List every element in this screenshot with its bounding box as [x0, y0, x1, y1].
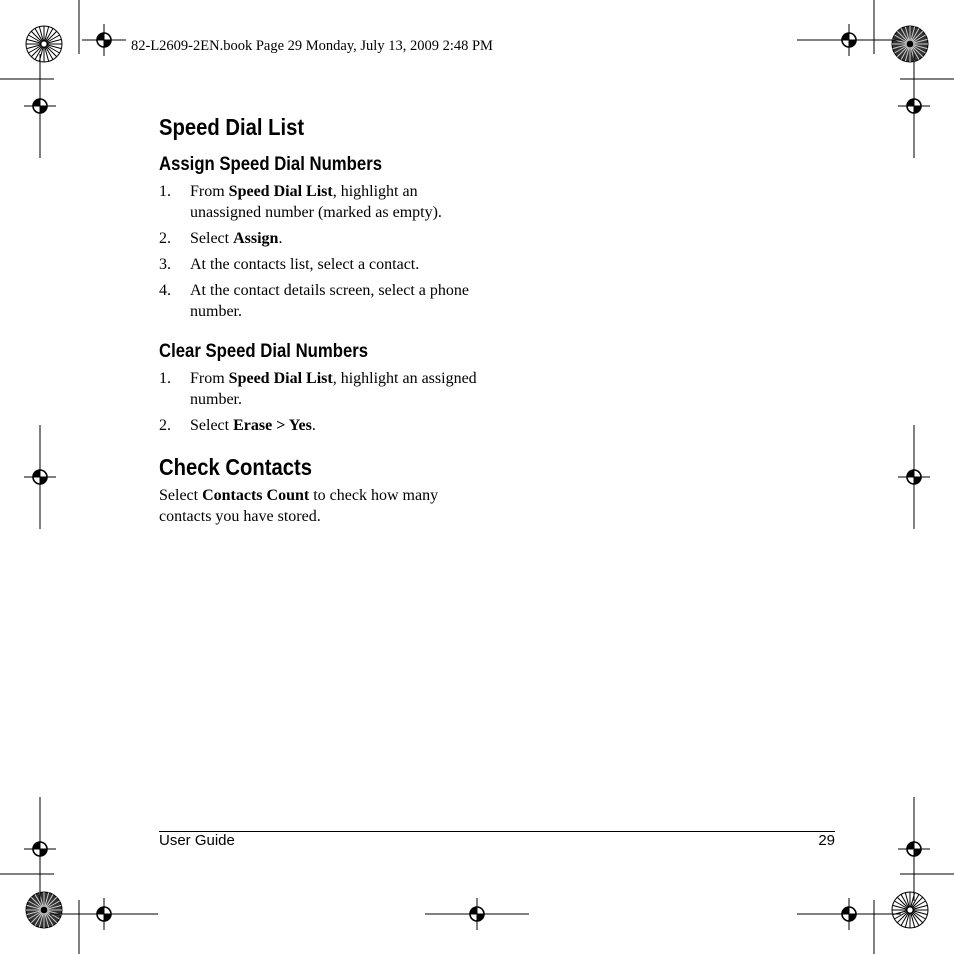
- star-center: [41, 907, 47, 913]
- list-item: 1. From Speed Dial List, highlight an assigned number.: [159, 370, 477, 408]
- star-center: [907, 41, 913, 47]
- list-item: 1. From Speed Dial List, highlight an unassigned number (marked as empty).: [159, 183, 442, 221]
- list-item: 4. At the contact details screen, select a phone number.: [159, 282, 469, 320]
- check-contacts-text: Select Contacts Count to check how many contacts you have stored.: [159, 487, 439, 525]
- star-center: [907, 907, 913, 913]
- footer-divider: [159, 831, 835, 832]
- heading-check-contacts: Check Contacts: [159, 454, 312, 480]
- heading-speed-dial-list: Speed Dial List: [159, 114, 305, 140]
- page-content: [159, 112, 489, 527]
- star-center: [41, 41, 47, 47]
- page-number: 29: [818, 832, 835, 849]
- print-header: 82-L2609-2EN.book Page 29 Monday, July 13, 2009 2:48 PM: [131, 38, 493, 54]
- clear-steps-list: [159, 368, 489, 436]
- assign-steps-list: [159, 181, 489, 322]
- list-item: 3. At the contacts list, select a contact.: [159, 256, 420, 273]
- footer-title: User Guide: [159, 832, 235, 849]
- heading-clear-speed-dial: Clear Speed Dial Numbers: [159, 341, 369, 362]
- list-item: 2. Select Assign.: [159, 230, 283, 247]
- heading-assign-speed-dial: Assign Speed Dial Numbers: [159, 154, 382, 175]
- list-item: 2. Select Erase > Yes.: [159, 417, 316, 434]
